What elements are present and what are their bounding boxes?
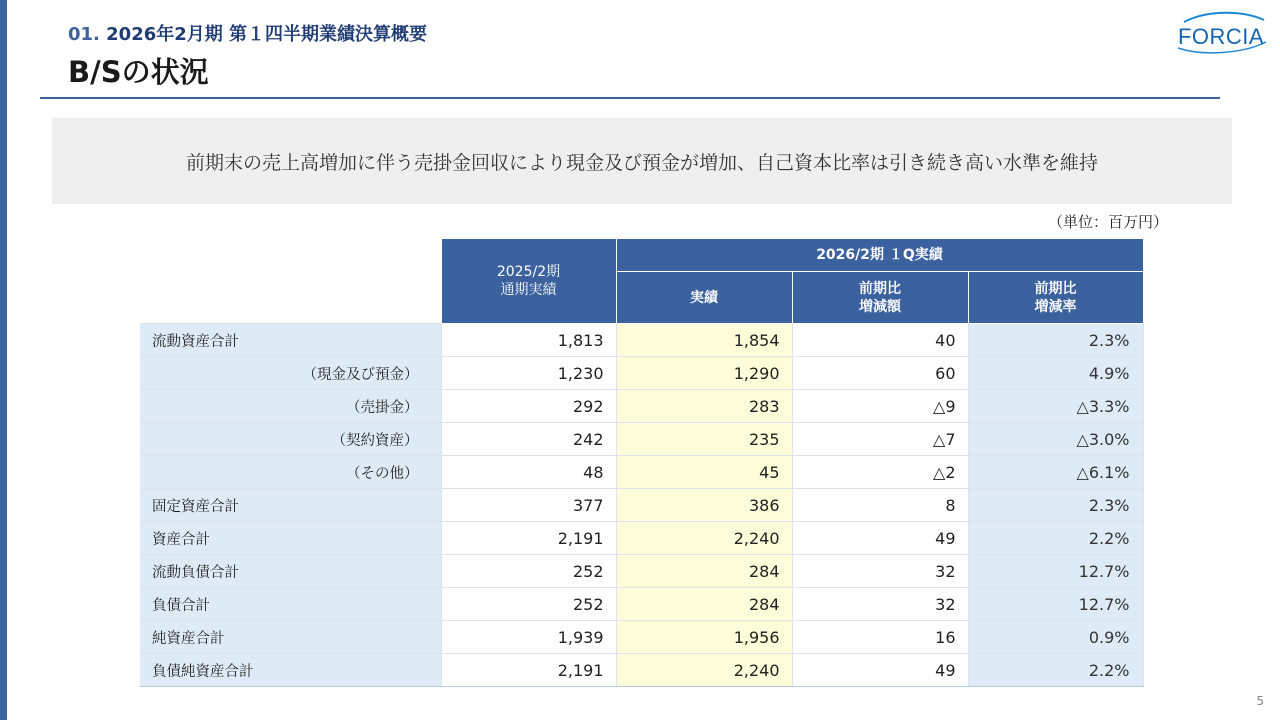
- cell-rate: 4.9%: [968, 357, 1143, 390]
- cell-diff: 16: [792, 621, 968, 654]
- cell-rate: 2.3%: [968, 324, 1143, 357]
- cell-diff: △2: [792, 456, 968, 489]
- cell-diff: 32: [792, 555, 968, 588]
- col-header-diff-line1: 前期比: [859, 280, 901, 297]
- table-row: [140, 588, 1143, 621]
- page-title: B/Sの状況: [68, 55, 209, 89]
- row-label: 純資産合計: [140, 621, 441, 654]
- summary-text: 前期末の売上高増加に伴う売掛金回収により現金及び預金が増加、自己資本比率は引き続き高い水準を維持: [185, 151, 1098, 174]
- cell-actual: 1,854: [616, 324, 792, 357]
- cell-rate: 2.2%: [968, 522, 1143, 555]
- col-header-rate: [968, 272, 1143, 324]
- table-row: [140, 357, 1143, 390]
- row-label: 固定資産合計: [140, 489, 441, 522]
- table-row: [140, 621, 1143, 654]
- table-row: [140, 522, 1143, 555]
- row-label: （現金及び預金）: [140, 357, 441, 390]
- col-header-rate-line2: 増減率: [1034, 298, 1077, 315]
- cell-actual: 1,956: [616, 621, 792, 654]
- row-label: （その他）: [140, 456, 441, 489]
- cell-prev: 252: [441, 555, 616, 588]
- unit-label: （単位：百万円）: [1047, 213, 1168, 231]
- forcia-logo: [1172, 8, 1270, 56]
- col-header-prev-line2: 通期実績: [500, 282, 557, 298]
- cell-rate: △3.0%: [968, 423, 1143, 456]
- cell-prev: 2,191: [441, 522, 616, 555]
- header-divider: [40, 97, 1220, 99]
- col-header-actual: 実績: [616, 272, 792, 324]
- section-number: 01.: [68, 24, 100, 45]
- cell-rate: 12.7%: [968, 588, 1143, 621]
- col-header-diff-line2: 増減額: [859, 298, 901, 315]
- cell-diff: △7: [792, 423, 968, 456]
- cell-rate: 12.7%: [968, 555, 1143, 588]
- cell-actual: 2,240: [616, 522, 792, 555]
- cell-diff: 8: [792, 489, 968, 522]
- cell-prev: 292: [441, 390, 616, 423]
- table-row: [140, 654, 1143, 687]
- cell-diff: 40: [792, 324, 968, 357]
- row-label: （契約資産）: [140, 423, 441, 456]
- cell-rate: △3.3%: [968, 390, 1143, 423]
- col-group-header: 2026/2期 １Q実績: [616, 239, 1143, 272]
- row-label: 負債合計: [140, 588, 441, 621]
- table-row: [140, 423, 1143, 456]
- svg-text:FORCIA: FORCIA: [1177, 24, 1265, 49]
- cell-actual: 284: [616, 555, 792, 588]
- col-header-prev-line1: 2025/2期: [496, 264, 561, 280]
- cell-diff: 32: [792, 588, 968, 621]
- cell-diff: 49: [792, 522, 968, 555]
- table-row: [140, 456, 1143, 489]
- cell-diff: △9: [792, 390, 968, 423]
- row-label: 流動負債合計: [140, 555, 441, 588]
- cell-actual: 45: [616, 456, 792, 489]
- section-title: [68, 20, 427, 46]
- cell-rate: 2.3%: [968, 489, 1143, 522]
- row-label: 流動資産合計: [140, 324, 441, 357]
- section-title-text: 2026年2月期 第１四半期業績決算概要: [99, 24, 428, 45]
- table-row: [140, 489, 1143, 522]
- balance-sheet-table: [140, 238, 1144, 687]
- cell-actual: 284: [616, 588, 792, 621]
- cell-prev: 1,813: [441, 324, 616, 357]
- cell-prev: 2,191: [441, 654, 616, 687]
- cell-diff: 60: [792, 357, 968, 390]
- cell-actual: 283: [616, 390, 792, 423]
- cell-prev: 377: [441, 489, 616, 522]
- page-number: 5: [1256, 694, 1264, 708]
- cell-rate: △6.1%: [968, 456, 1143, 489]
- col-header-rate-line1: 前期比: [1034, 280, 1077, 297]
- row-label: 資産合計: [140, 522, 441, 555]
- cell-actual: 2,240: [616, 654, 792, 687]
- cell-prev: 48: [441, 456, 616, 489]
- row-label: （売掛金）: [140, 390, 441, 423]
- col-header-diff: [792, 272, 968, 324]
- cell-prev: 242: [441, 423, 616, 456]
- row-label: 負債純資産合計: [140, 654, 441, 687]
- cell-actual: 386: [616, 489, 792, 522]
- summary-box: [52, 118, 1232, 204]
- cell-rate: 0.9%: [968, 621, 1143, 654]
- cell-rate: 2.2%: [968, 654, 1143, 687]
- table-row: [140, 324, 1143, 357]
- cell-prev: 1,939: [441, 621, 616, 654]
- cell-prev: 252: [441, 588, 616, 621]
- cell-prev: 1,230: [441, 357, 616, 390]
- left-accent-bar: [0, 0, 7, 720]
- cell-actual: 235: [616, 423, 792, 456]
- table-row: [140, 390, 1143, 423]
- col-header-prev: [441, 239, 616, 324]
- cell-actual: 1,290: [616, 357, 792, 390]
- table-corner: [140, 239, 441, 324]
- cell-diff: 49: [792, 654, 968, 687]
- table-row: [140, 555, 1143, 588]
